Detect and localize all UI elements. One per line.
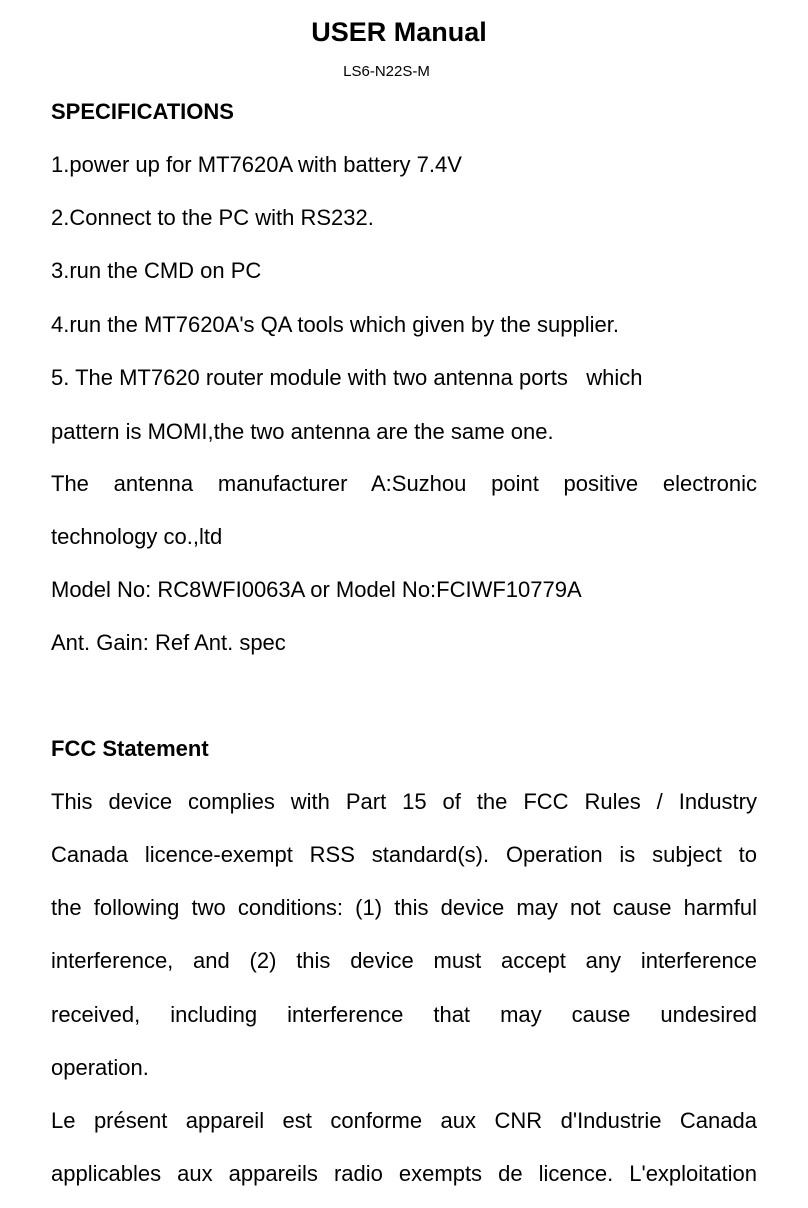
spec-step-5-cont: pattern is MOMI,the two antenna are the same one. [51,419,554,444]
fcc-heading: FCC Statement [51,736,209,761]
fcc-french-text: Le présent appareil est conforme aux CNR d'Industrie Canada [51,1108,757,1133]
fcc-line [51,840,757,870]
fcc-line [51,893,757,923]
fcc-line-text: the following two conditions: (1) this device may not cause harmful [51,895,757,920]
fcc-line-text: interference, and (2) this device must accept any interference [51,948,757,973]
fcc-line [51,1000,757,1030]
spec-step-1: 1.power up for MT7620A with battery 7.4V [51,152,462,177]
fcc-line-text: This device complies with Part 15 of the FCC Rules / Industry [51,789,757,814]
fcc-line [51,946,757,976]
spec-step-5: 5. The MT7620 router module with two antenna ports which [51,365,643,390]
antenna-manufacturer-text: The antenna manufacturer A:Suzhou point positive electronic [51,471,757,496]
model-number: LS6-N22S-M [343,63,430,80]
fcc-last-line: operation. [51,1055,149,1080]
spec-step-3: 3.run the CMD on PC [51,258,262,283]
fcc-line-text: received, including interference that may cause undesired [51,1002,757,1027]
fcc-french-text: applicables aux appareils radio exempts de licence. L'exploitation [51,1161,757,1186]
spec-step-4: 4.run the MT7620A's QA tools which given by the supplier. [51,312,619,337]
fcc-line-text: Canada licence-exempt RSS standard(s). Operation is subject to [51,842,757,867]
antenna-model-no: Model No: RC8WFI0063A or Model No:FCIWF10779A [51,577,582,602]
spec-step-2: 2.Connect to the PC with RS232. [51,205,374,230]
antenna-manufacturer-cont: technology co.,ltd [51,524,223,549]
specifications-heading: SPECIFICATIONS [51,99,234,124]
page-title: USER Manual [311,17,487,47]
fcc-line [51,787,757,817]
fcc-french-line [51,1159,757,1189]
antenna-manufacturer [51,469,757,499]
fcc-french-line [51,1106,757,1136]
antenna-gain: Ant. Gain: Ref Ant. spec [51,630,286,655]
